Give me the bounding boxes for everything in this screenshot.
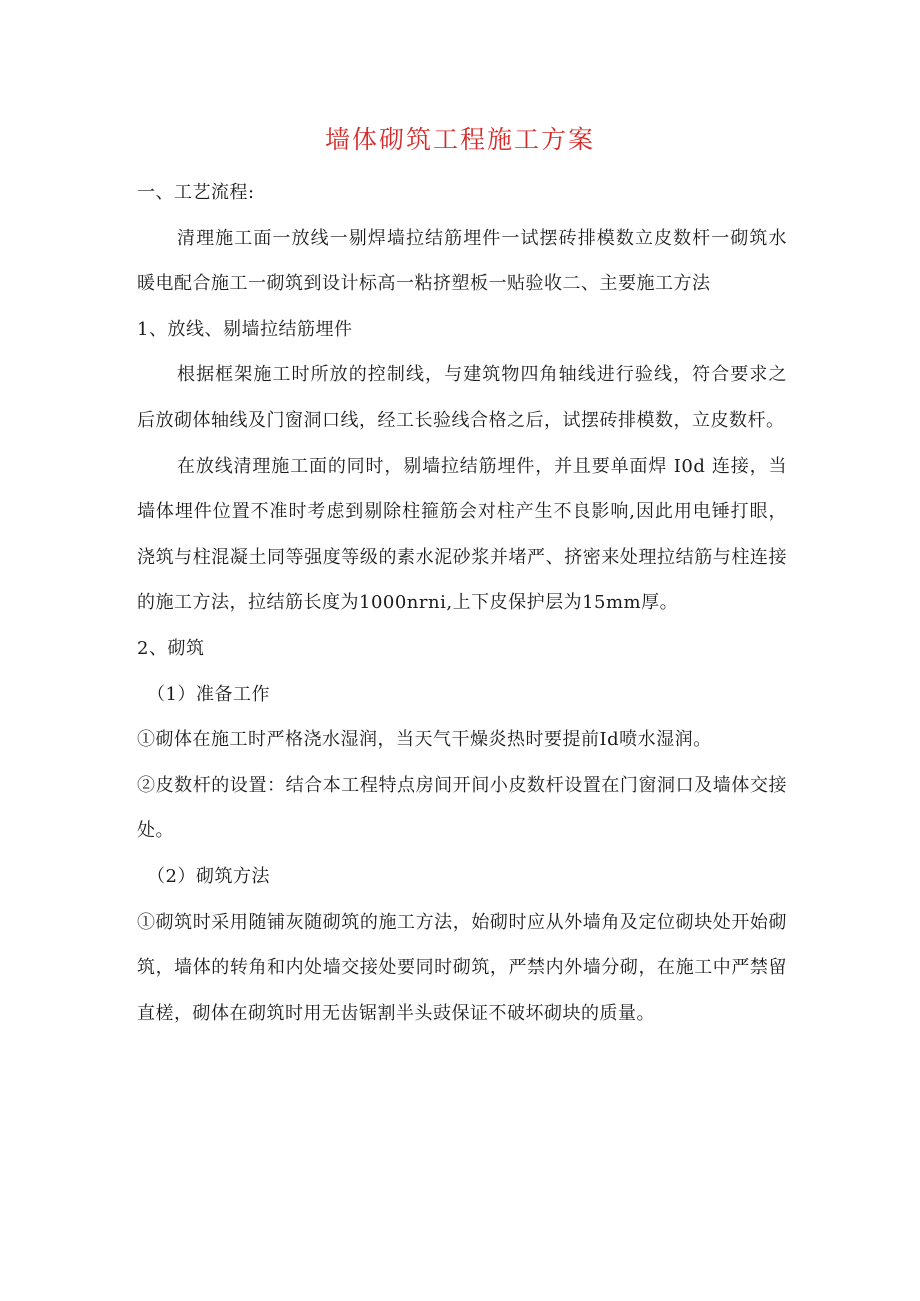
paragraph-tie-bars: 在放线清理施工面的同时，剔墙拉结筋埋件，并且要单面焊 I0d 连接，当墙体埋件位置不准时考虑到剔除柱箍筋会对柱产生不良影响,因此用电锤打眼，浇筑与柱混凝土同等强度等级的素水泥砂浆并堵严、挤密来处理拉结筋与柱连接的施工方法，拉结筋长度为1000nrni,上下皮保护层为15mm厚。 [137, 455, 787, 614]
subsection-heading-masonry: 2、砌筑 [137, 637, 205, 659]
document-title: 墙体砌筑工程施工方案 [324, 125, 595, 154]
subsection-heading-layout: 1、放线、剔墙拉结筋埋件 [137, 318, 353, 340]
section-heading-process: 一、工艺流程: [137, 182, 255, 203]
item-heading-method: （2）砌筑方法 [147, 865, 270, 887]
document-body [137, 170, 787, 1036]
item-heading-preparation: （1）准备工作 [147, 683, 270, 705]
paragraph-process-flow: 清理施工面一放线一剔焊墙拉结筋埋件一试摆砖排模数立皮数杆一砌筑水暖电配合施工一砌筑到设计标高一粘挤塑板一贴验收二、主要施工方法 [137, 227, 787, 295]
paragraph-layout-control: 根据框架施工时所放的控制线，与建筑物四角轴线进行验线，符合要求之后放砌体轴线及门窗洞口线，经工长验线合格之后，试摆砖排模数，立皮数杆。 [137, 364, 787, 431]
list-item-wetting: ①砌体在施工时严格浇水湿润，当天气干燥炎热时要提前Id喷水湿润。 [137, 729, 712, 751]
list-item-gauge-rod: ②皮数杆的设置：结合本工程特点房间开间小皮数杆设置在门窗洞口及墙体交接处。 [137, 774, 787, 842]
list-item-masonry-method: ①砌筑时采用随铺灰随砌筑的施工方法，始砌时应从外墙角及定位砌块处开始砌筑，墙体的转角和内处墙交接处要同时砌筑，严禁内外墙分砌，在施工中严禁留直槎，砌体在砌筑时用无齿锯割半头豉保证不破坏砌块的质量。 [137, 911, 787, 1024]
